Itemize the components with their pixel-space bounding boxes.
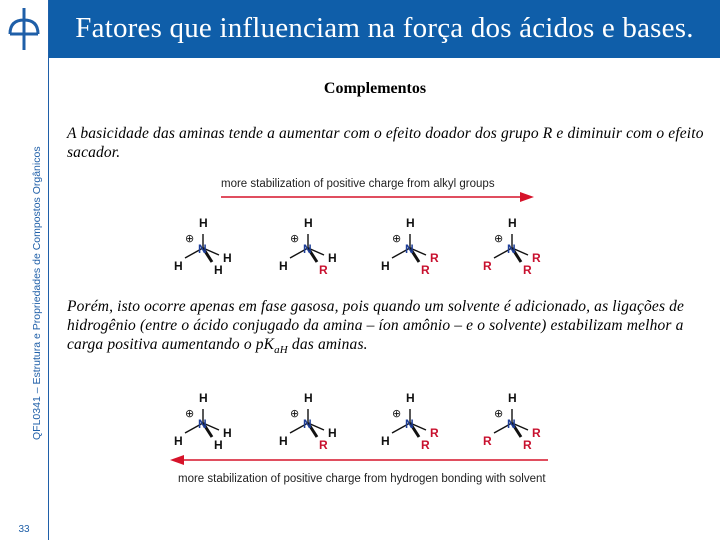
top-charge-icon: ⊕ [392,232,402,245]
bottom-substituent-H: H [381,434,390,448]
paragraph-solvation-text: Porém, isto ocorre apenas em fase gasosa, pois quando um solvente é adicionado, as ligações de hidrogênio (entre o ácido conjugado da amina – íon amônio – e o solvente) estabilizam melhor a carga positiva aumentando o p [67,298,685,353]
bottom-substituent-R: R [523,438,532,452]
slide-title: Fatores que influenciam na força dos ácidos e bases. [75,12,694,44]
arrow-label-alkyl: more stabilization of positive charge from alkyl groups [221,178,495,190]
bottom-molecule-4 [483,391,541,452]
header-bar [49,0,720,58]
amines-figure-bottom [0,385,720,455]
bottom-charge-icon: ⊕ [392,407,402,420]
bottom-molecule-3 [381,391,439,452]
top-substituent-R: R [523,263,532,277]
paragraph-basicity: A basicidade das aminas tende a aumentar com o efeito doador dos grupo R e diminuir com o efeito sacador. [67,125,704,161]
bottom-substituent-R: R [532,426,541,440]
top-substituent-H: H [174,259,183,273]
top-substituent-H: H [381,259,390,273]
bottom-molecule-1 [174,391,232,452]
top-molecule-4 [483,216,541,277]
amines-figure-top [0,210,720,280]
arrow-right [0,190,720,210]
paragraph-solvation [67,297,707,360]
bottom-nitrogen-atom: N [507,417,516,431]
top-substituent-R: R [483,259,492,273]
top-substituent-H: H [199,216,208,230]
bottom-charge-icon: ⊕ [185,407,195,420]
course-label: QFL0341 – Estrutura e Propriedades de Compostos Orgânicos [31,146,43,440]
top-substituent-H: H [214,263,223,277]
arrow-label-hbond: more stabilization of positive charge from hydrogen bonding with solvent [178,473,546,485]
bottom-charge-icon: ⊕ [494,407,504,420]
bottom-substituent-H: H [406,391,415,405]
top-nitrogen-atom: N [198,242,207,256]
top-substituent-R: R [319,263,328,277]
page-number: 33 [18,524,30,535]
bottom-molecule-2 [279,391,337,452]
bottom-substituent-H: H [508,391,517,405]
logo [0,0,48,58]
top-charge-icon: ⊕ [185,232,195,245]
top-molecule-2 [279,216,337,277]
bottom-nitrogen-atom: N [303,417,312,431]
top-nitrogen-atom: N [405,242,414,256]
bottom-substituent-H: H [174,434,183,448]
pka-subscript: aH [274,344,288,357]
bottom-substituent-H: H [328,426,337,440]
paragraph-solvation-end: das aminas. [287,336,368,353]
top-substituent-H: H [406,216,415,230]
top-nitrogen-atom: N [507,242,516,256]
bottom-substituent-R: R [430,426,439,440]
bottom-nitrogen-atom: N [405,417,414,431]
bottom-substituent-H: H [214,438,223,452]
top-substituent-H: H [279,259,288,273]
top-substituent-R: R [421,263,430,277]
top-substituent-H: H [508,216,517,230]
top-charge-icon: ⊕ [494,232,504,245]
bottom-substituent-R: R [421,438,430,452]
top-charge-icon: ⊕ [290,232,300,245]
bottom-nitrogen-atom: N [198,417,207,431]
bottom-substituent-R: R [483,434,492,448]
university-logo-icon [0,0,48,58]
top-substituent-R: R [532,251,541,265]
top-substituent-H: H [223,251,232,265]
arrow-left [0,453,720,473]
top-molecule-1 [174,216,232,277]
bottom-substituent-H: H [223,426,232,440]
bottom-substituent-R: R [319,438,328,452]
bottom-substituent-H: H [279,434,288,448]
bottom-substituent-H: H [304,391,313,405]
bottom-charge-icon: ⊕ [290,407,300,420]
pka-k: K [263,336,275,353]
top-substituent-H: H [304,216,313,230]
section-title: Complementos [323,80,427,97]
top-substituent-R: R [430,251,439,265]
top-molecule-3 [381,216,439,277]
top-nitrogen-atom: N [303,242,312,256]
bottom-substituent-H: H [199,391,208,405]
top-substituent-H: H [328,251,337,265]
